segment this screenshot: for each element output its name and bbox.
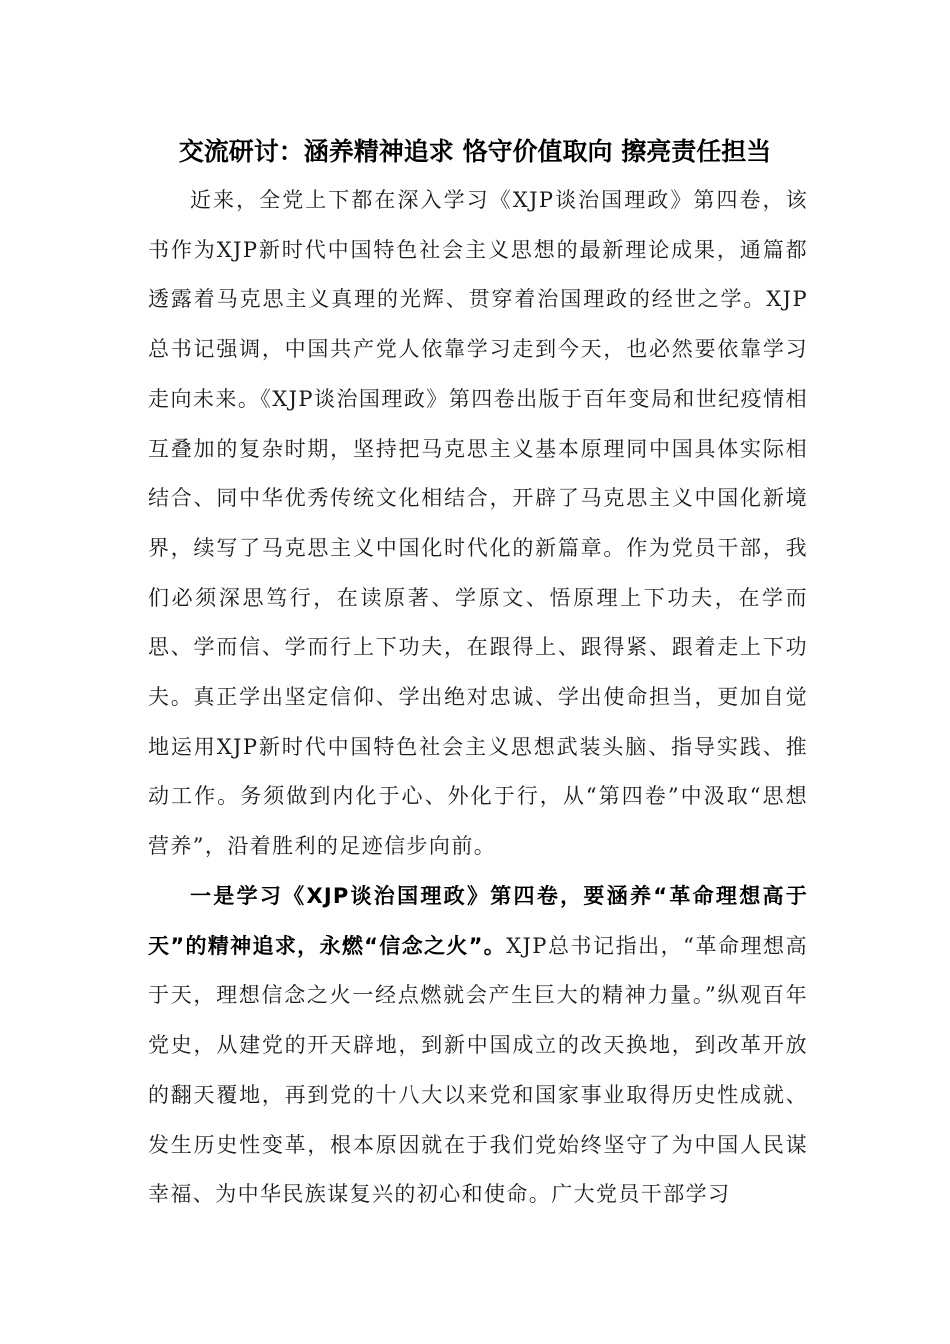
paragraph-text: XJP总书记指出，“革命理想高于天，理想信念之火一经点燃就会产生巨大的精神力量。”纵观百年党史，从建党的开天辟地，到新中国成立的改天换地，到改革开放的翻天覆地，再到党的十八大以来党和国家事业取得历史性成就、发生历史性变革，根本原因就在于我们党始终坚守了为中国人民谋幸福、为中华民族谋复兴的初心和使命。广大党员干部学习 xyxy=(148,933,808,1207)
document-title: 交流研讨：涵养精神追求 恪守价值取向 擦亮责任担当 xyxy=(178,137,772,166)
body-paragraph xyxy=(148,872,808,1220)
paragraph-lead-bold: 一是学习《XJP谈治国理政》第四卷，要涵养“革命理想高于天”的精神追求，永燃“信念之火”。 xyxy=(148,884,808,958)
body-paragraph xyxy=(148,176,808,872)
paragraph-text: 近来，全党上下都在深入学习《XJP谈治国理政》第四卷，该书作为XJP新时代中国特色社会主义思想的最新理论成果，通篇都透露着马克思主义真理的光辉、贯穿着治国理政的经世之学。XJP总书记强调，中国共产党人依靠学习走到今天，也必然要依靠学习走向未来。《XJP谈治国理政》第四卷出版于百年变局和世纪疫情相互叠加的复杂时期，坚持把马克思主义基本原理同中国具体实际相结合、同中华优秀传统文化相结合，开辟了马克思主义中国化新境界，续写了马克思主义中国化时代化的新篇章。作为党员干部，我们必须深思笃行，在读原著、学原文、悟原理上下功夫，在学而思、学而信、学而行上下功夫，在跟得上、跟得紧、跟着走上下功夫。真正学出坚定信仰、学出绝对忠诚、学出使命担当，更加自觉地运用XJP新时代中国特色社会主义思想武装头脑、指导实践、推动工作。务须做到内化于心、外化于行，从“第四卷”中汲取“思想营养”，沿着胜利的足迹信步向前。 xyxy=(148,188,808,859)
